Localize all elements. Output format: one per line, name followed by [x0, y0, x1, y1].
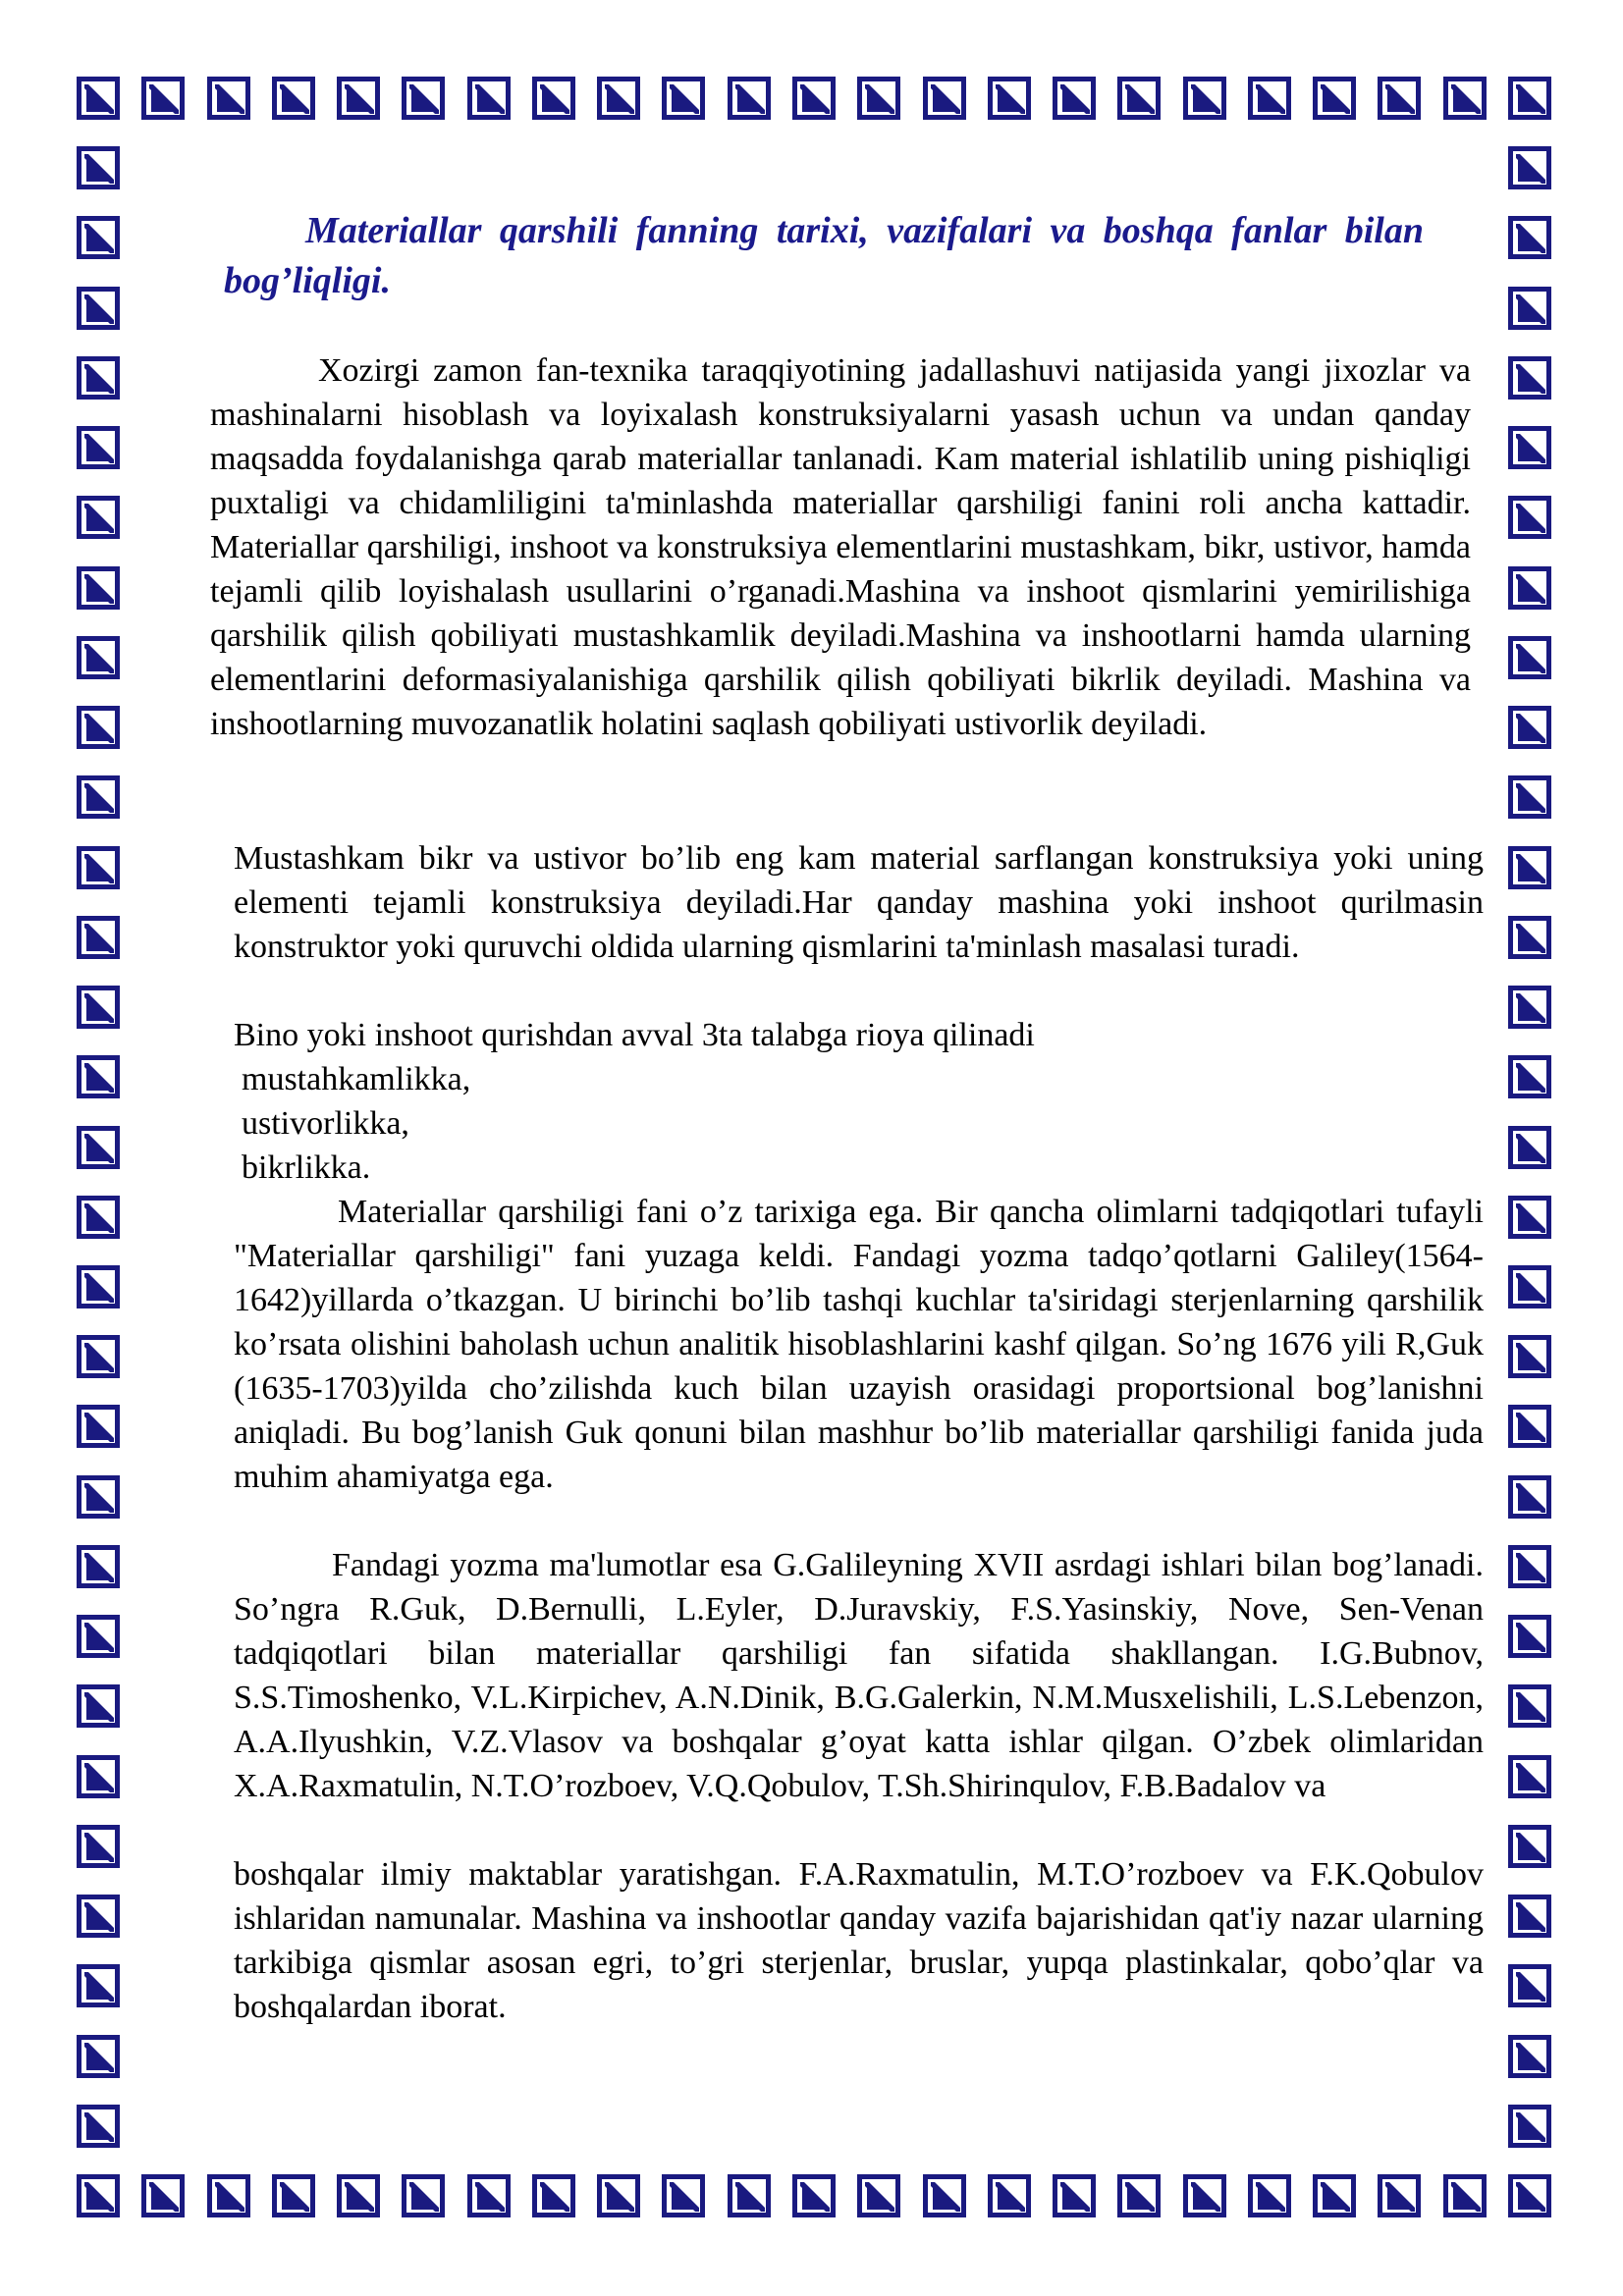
square-corner-ornament-icon [1508, 426, 1551, 469]
square-corner-ornament-icon [1508, 566, 1551, 610]
square-corner-ornament-icon [1508, 496, 1551, 539]
square-corner-ornament-icon [1508, 2035, 1551, 2078]
square-corner-ornament-icon [1508, 1265, 1551, 1308]
square-corner-ornament-icon [77, 986, 120, 1029]
square-corner-ornament-icon [857, 77, 900, 120]
square-corner-ornament-icon [1508, 2174, 1551, 2217]
paragraph-history: Materiallar qarshiligi fani o’z tarixiga ega. Bir qancha olimlarni tadqiqotlari tufayli "Materiallar qarshiligi" fani yuzaga keldi. Fandagi yozma tadqo’qotlarni Galiley(1564-1642)yillarda o’tkazgan. U birinchi bo’lib tashqi kuchlar ta'siridagi sterjenlarning qarshilik ko’rsata olishini baholash uchun analitik hisoblashlarini kashf qilgan. So’ng 1676 yili R,Guk (1635-1703)yilda cho’zilishda kuch bilan uzayish orasidagi proportsional bog’lanishni aniqladi. Bu bog’lanish Guk qonuni bilan mashhur bo’lib materiallar qarshiligi fanida juda muhim ahamiyatga ega. [234, 1194, 1484, 1495]
square-corner-ornament-icon [1508, 1335, 1551, 1378]
square-corner-ornament-icon [272, 77, 315, 120]
square-corner-ornament-icon [1508, 706, 1551, 749]
square-corner-ornament-icon [337, 2174, 380, 2217]
square-corner-ornament-icon [77, 566, 120, 610]
square-corner-ornament-icon [1508, 986, 1551, 1029]
square-corner-ornament-icon [77, 1265, 120, 1308]
square-corner-ornament-icon [923, 2174, 966, 2217]
square-corner-ornament-icon [1508, 77, 1551, 120]
square-corner-ornament-icon [1378, 77, 1421, 120]
square-corner-ornament-icon [77, 1055, 120, 1098]
square-corner-ornament-icon [77, 636, 120, 679]
square-corner-ornament-icon [77, 2105, 120, 2148]
square-corner-ornament-icon [77, 77, 120, 120]
square-corner-ornament-icon [988, 77, 1031, 120]
square-corner-ornament-icon [402, 2174, 445, 2217]
square-corner-ornament-icon [77, 216, 120, 259]
square-corner-ornament-icon [1443, 77, 1487, 120]
square-corner-ornament-icon [1508, 1964, 1551, 2007]
square-corner-ornament-icon [337, 77, 380, 120]
square-corner-ornament-icon [923, 77, 966, 120]
square-corner-ornament-icon [532, 2174, 575, 2217]
square-corner-ornament-icon [1053, 77, 1096, 120]
page-title: Materiallar qarshili fanning tarixi, vazifalari va boshqa fanlar bilan bog’liqligi. [224, 210, 1424, 301]
square-corner-ornament-icon [467, 2174, 511, 2217]
square-corner-ornament-icon [77, 706, 120, 749]
square-corner-ornament-icon [77, 1964, 120, 2007]
square-corner-ornament-icon [77, 1196, 120, 1239]
square-corner-ornament-icon [77, 916, 120, 959]
square-corner-ornament-icon [1508, 1055, 1551, 1098]
square-corner-ornament-icon [1508, 1615, 1551, 1658]
requirement-item: bikrlikka. [242, 1149, 371, 1186]
square-corner-ornament-icon [988, 2174, 1031, 2217]
square-corner-ornament-icon [77, 496, 120, 539]
square-corner-ornament-icon [77, 1126, 120, 1169]
square-corner-ornament-icon [1508, 1405, 1551, 1448]
square-corner-ornament-icon [77, 2035, 120, 2078]
square-corner-ornament-icon [77, 846, 120, 889]
square-corner-ornament-icon [1313, 77, 1356, 120]
square-corner-ornament-icon [1508, 356, 1551, 400]
square-corner-ornament-icon [77, 2174, 120, 2217]
square-corner-ornament-icon [1508, 1825, 1551, 1868]
square-corner-ornament-icon [792, 2174, 836, 2217]
square-corner-ornament-icon [77, 1475, 120, 1519]
square-corner-ornament-icon [1508, 916, 1551, 959]
square-corner-ornament-icon [1313, 2174, 1356, 2217]
paragraph-structures: boshqalar ilmiy maktablar yaratishgan. F.A.Raxmatulin, M.T.O’rozboev va F.K.Qobulov ishlaridan namunalar. Mashina va inshootlar qanday vazifa bajarishidan qat'iy nazar ularning tarkibiga qismlar asosan egri, to’gri sterjenlar, bruslar, yupqa plastinkalar, qobo’qlar va boshqalardan iborat. [234, 1856, 1484, 2025]
square-corner-ornament-icon [1508, 1895, 1551, 1938]
square-corner-ornament-icon [532, 77, 575, 120]
square-corner-ornament-icon [77, 426, 120, 469]
square-corner-ornament-icon [272, 2174, 315, 2217]
square-corner-ornament-icon [467, 77, 511, 120]
square-corner-ornament-icon [77, 1825, 120, 1868]
square-corner-ornament-icon [141, 2174, 185, 2217]
square-corner-ornament-icon [1508, 287, 1551, 330]
square-corner-ornament-icon [597, 77, 640, 120]
square-corner-ornament-icon [597, 2174, 640, 2217]
square-corner-ornament-icon [1508, 146, 1551, 189]
square-corner-ornament-icon [792, 77, 836, 120]
square-corner-ornament-icon [1508, 846, 1551, 889]
square-corner-ornament-icon [1248, 77, 1291, 120]
square-corner-ornament-icon [77, 146, 120, 189]
square-corner-ornament-icon [1117, 2174, 1161, 2217]
square-corner-ornament-icon [662, 77, 705, 120]
square-corner-ornament-icon [1117, 77, 1161, 120]
paragraph-requirements-intro: Bino yoki inshoot qurishdan avval 3ta talabga rioya qilinadi [234, 1017, 1035, 1053]
square-corner-ornament-icon [77, 356, 120, 400]
square-corner-ornament-icon [728, 77, 771, 120]
paragraph-intro: Xozirgi zamon fan-texnika taraqqiyotining jadallashuvi natijasida yangi jixozlar va mashinalarni hisoblash va loyixalash konstruksiyalarni yasash uchun va undan qanday maqsadda foydalanishga qarab materiallar tanlanadi. Kam material ishlatilib uning pishiqligi puxtaligi va chidamliligini ta'minlashda materiallar qarshiligi fanini roli ancha kattadir. Materiallar qarshiligi, inshoot va konstruksiya elementlarini mustashkam, bikr, ustivor, hamda tejamli qilib loyishalash usullarini o’rganadi.Mashina va inshoot qismlarini yemirilishiga qarshilik qilish qobiliyati mustashkamlik deyiladi.Mashina va inshootlarni hamda ularning elementlarini deformasiyalanishiga qarshilik qilish qobiliyati bikrlik deyiladi. Mashina va inshootlarning muvozanatlik holatini saqlash qobiliyati ustivorlik deyiladi. [210, 352, 1471, 742]
square-corner-ornament-icon [1508, 775, 1551, 819]
square-corner-ornament-icon [77, 1335, 120, 1378]
square-corner-ornament-icon [207, 2174, 250, 2217]
square-corner-ornament-icon [77, 1615, 120, 1658]
square-corner-ornament-icon [141, 77, 185, 120]
square-corner-ornament-icon [402, 77, 445, 120]
square-corner-ornament-icon [77, 1895, 120, 1938]
square-corner-ornament-icon [1508, 2105, 1551, 2148]
square-corner-ornament-icon [1508, 1545, 1551, 1588]
requirement-item: ustivorlikka, [242, 1105, 409, 1142]
square-corner-ornament-icon [1053, 2174, 1096, 2217]
square-corner-ornament-icon [1508, 1684, 1551, 1728]
square-corner-ornament-icon [662, 2174, 705, 2217]
square-corner-ornament-icon [1508, 1196, 1551, 1239]
paragraph-economical-construction: Mustashkam bikr va ustivor bo’lib eng kam material sarflangan konstruksiya yoki uning elementi tejamli konstruksiya deyiladi.Har qanday mashina yoki inshoot qurilmasin konstruktor yoki quruvchi oldida ularning qismlarini ta'minlash masalasi turadi. [234, 840, 1484, 965]
square-corner-ornament-icon [1378, 2174, 1421, 2217]
requirement-item: mustahkamlikka, [242, 1061, 471, 1097]
square-corner-ornament-icon [1508, 216, 1551, 259]
square-corner-ornament-icon [77, 1405, 120, 1448]
square-corner-ornament-icon [1183, 2174, 1226, 2217]
square-corner-ornament-icon [1508, 1126, 1551, 1169]
square-corner-ornament-icon [857, 2174, 900, 2217]
paragraph-scientists: Fandagi yozma ma'lumotlar esa G.Galileyning XVII asrdagi ishlari bilan bog’lanadi. So’ngra R.Guk, D.Bernulli, L.Eyler, D.Juravskiy, F.S.Yasinskiy, Nove, Sen-Venan tadqiqotlari bilan materiallar qarshiligi fan sifatida shakllangan. I.G.Bubnov, S.S.Timoshenko, V.L.Kirpichev, A.N.Dinik, B.G.Galerkin, N.M.Musxelishili, L.S.Lebenzon, A.A.Ilyushkin, V.Z.Vlasov va boshqalar g’oyat katta ishlar qilgan. O’zbek olimlaridan X.A.Raxmatulin, N.T.O’rozboev, V.Q.Qobulov, T.Sh.Shirinqulov, F.B.Badalov va [234, 1547, 1484, 1804]
square-corner-ornament-icon [728, 2174, 771, 2217]
square-corner-ornament-icon [1443, 2174, 1487, 2217]
square-corner-ornament-icon [207, 77, 250, 120]
square-corner-ornament-icon [77, 287, 120, 330]
square-corner-ornament-icon [1508, 1755, 1551, 1798]
square-corner-ornament-icon [77, 1684, 120, 1728]
square-corner-ornament-icon [77, 1545, 120, 1588]
square-corner-ornament-icon [1183, 77, 1226, 120]
square-corner-ornament-icon [77, 1755, 120, 1798]
square-corner-ornament-icon [77, 775, 120, 819]
square-corner-ornament-icon [1508, 636, 1551, 679]
square-corner-ornament-icon [1508, 1475, 1551, 1519]
square-corner-ornament-icon [1248, 2174, 1291, 2217]
